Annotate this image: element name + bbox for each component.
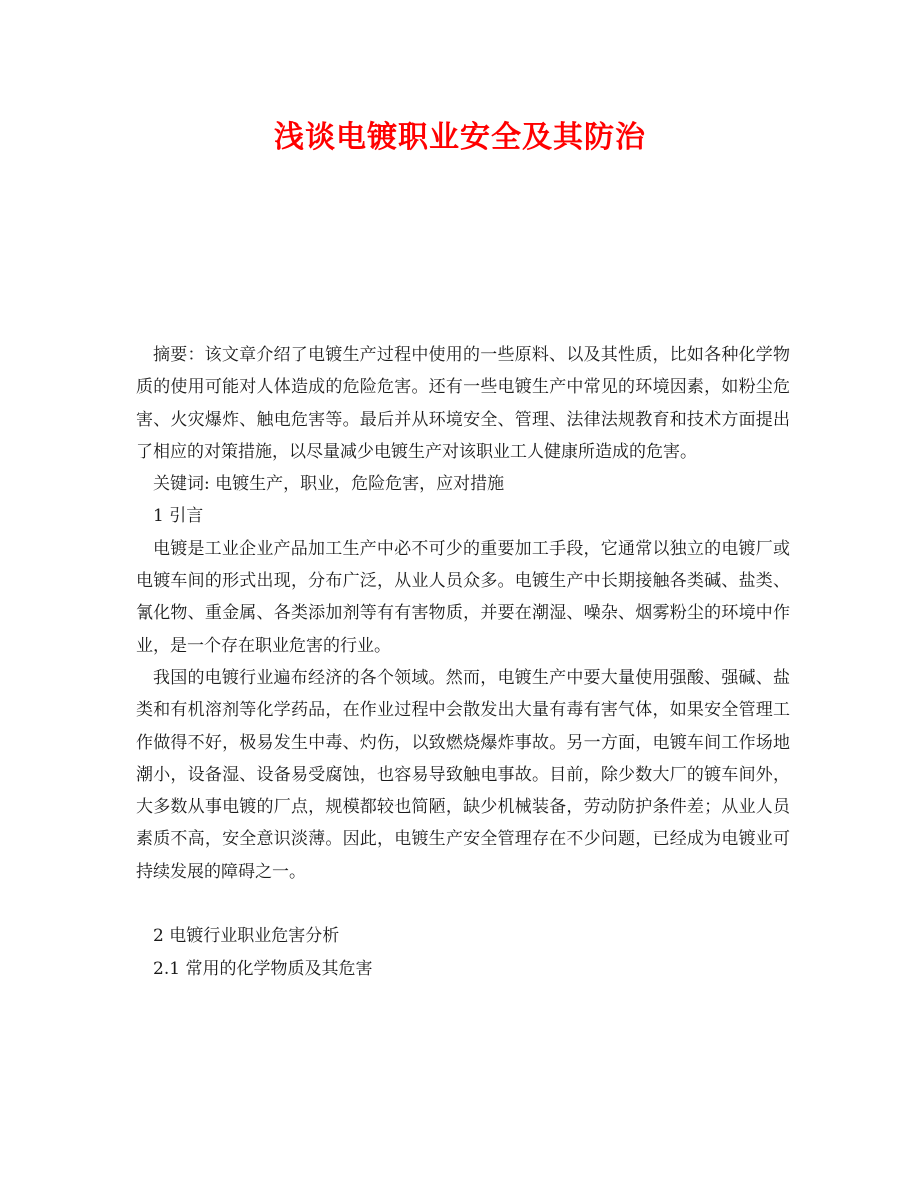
section-2-heading: 2 电镀行业职业危害分析 <box>153 926 340 947</box>
section-2-1-heading: 2.1 常用的化学物质及其危害 <box>153 958 373 979</box>
blank-line <box>136 888 790 920</box>
keywords-line: 关键词: 电镀生产，职业，危险危害，应对措施 <box>153 474 505 495</box>
section-1-heading: 1 引言 <box>153 506 204 527</box>
section-1-paragraph-2: 我国的电镀行业遍布经济的各个领域。然而，电镀生产中要大量使用强酸、强碱、盐类和有机溶剂等化学药品，在作业过程中会散发出大量有毒有害气体，如果安全管理工作做得不好，极易发生中毒、灼伤，以致燃烧爆炸事故。另一方面，电镀车间工作场地潮小，设备湿、设备易受腐蚀，也容易导致触电事故。目前，除少数大厂的镀车间外，大多数从事电镀的厂点，规模都较也简陋，缺少机械装备，劳动防护条件差；从业人员素质不高，安全意识淡薄。因此，电镀生产安全管理存在不少问题，已经成为电镀业可持续发展的障碍之一。 <box>136 667 790 882</box>
section-1-paragraph-1: 电镀是工业企业产品加工生产中必不可少的重要加工手段，它通常以独立的电镀厂或电镀车间的形式出现，分布广泛，从业人员众多。电镀生产中长期接触各类碱、盐类、氰化物、重金属、各类添加剂等有有害物质，并要在潮湿、噪杂、烟雾粉尘的环境中作业，是一个存在职业危害的行业。 <box>136 538 790 656</box>
document-body <box>136 339 790 985</box>
abstract-paragraph: 摘要：该文章介绍了电镀生产过程中使用的一些原料、以及其性质，比如各种化学物质的使用可能对人体造成的危险危害。还有一些电镀生产中常见的环境因素，如粉尘危害、火灾爆炸、触电危害等。最后并从环境安全、管理、法律法规教育和技术方面提出了相应的对策措施，以尽量减少电镀生产对该职业工人健康所造成的危害。 <box>136 345 790 462</box>
document-title: 浅谈电镀职业安全及其防治 <box>274 120 646 155</box>
